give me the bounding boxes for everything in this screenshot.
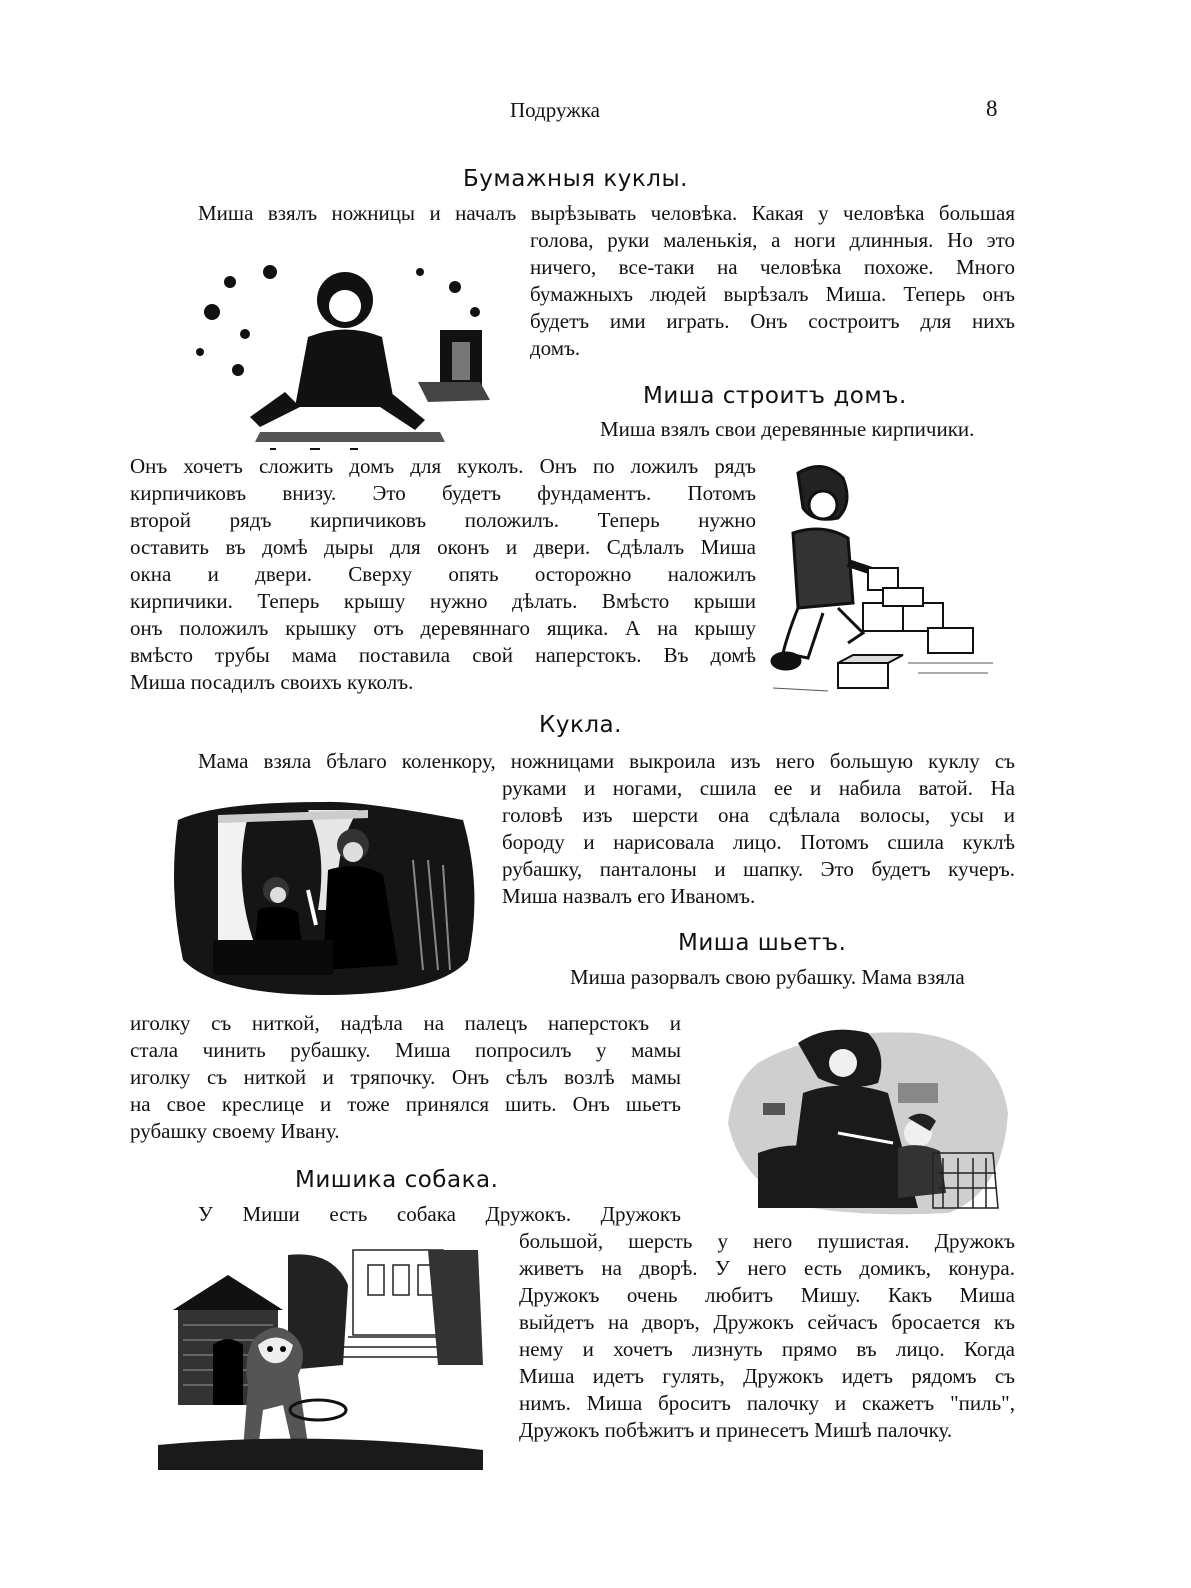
- mother-and-child-at-window-engraving-icon: [158, 790, 488, 1000]
- section-heading-doll: Кукла.: [539, 712, 622, 738]
- running-title: Подружка: [510, 98, 600, 122]
- text-line: иголку съ ниткой, надѣла на палецъ наперстокъ и: [130, 1011, 681, 1035]
- text-line: рубашку, панталоны и шапку. Это будетъ кучеръ.: [502, 857, 1015, 881]
- text-line: домъ.: [530, 336, 581, 360]
- text-line: голова, руки маленькія, а ноги длинныя. Но это: [530, 228, 1015, 252]
- dog-kennel-yard-engraving-icon: [158, 1245, 483, 1470]
- section-heading-paper-dolls: Бумажныя куклы.: [463, 166, 688, 192]
- text-line: нему и хочетъ лизнуть прямо въ лицо. Когда: [519, 1337, 1015, 1361]
- text-line: будетъ ими играть. Онъ состроитъ для нихъ: [530, 309, 1015, 333]
- section-heading-misha-builds-house: Миша строитъ домъ.: [643, 383, 907, 409]
- boy-building-blocks-engraving-icon: [768, 463, 998, 703]
- text-line: ничего, все-таки на человѣка похоже. Много: [530, 255, 1015, 279]
- text-line: Миша назвалъ его Иваномъ.: [502, 884, 756, 908]
- text-line: кирпичики. Теперь крышу нужно дѣлать. Вмѣсто крыши: [130, 589, 756, 613]
- text-line: У Миши есть собака Дружокъ. Дружокъ: [198, 1202, 681, 1226]
- text-line: Миша посадилъ своихъ куколъ.: [130, 670, 414, 694]
- text-line: Миша идетъ гулять, Дружокъ идетъ рядомъ съ: [519, 1364, 1015, 1388]
- text-line: рубашку своему Ивану.: [130, 1119, 340, 1143]
- text-line: Миша взялъ ножницы и началъ вырѣзывать человѣка. Какая у человѣка большая: [198, 201, 1015, 225]
- text-line: Миша разорвалъ свою рубашку. Мама взяла: [570, 965, 965, 989]
- text-line: окна и двери. Сверху опять осторожно наложилъ: [130, 562, 756, 586]
- text-line: нимъ. Миша броситъ палочку и скажетъ "пиль",: [519, 1391, 1015, 1415]
- text-line: бороду и нарисовала лицо. Потомъ сшила куклѣ: [502, 830, 1015, 854]
- text-line: на свое креслице и тоже принялся шить. Онъ шьетъ: [130, 1092, 681, 1116]
- text-line: иголку съ ниткой и тряпочку. Онъ сѣлъ возлѣ мамы: [130, 1065, 681, 1089]
- text-line: Дружокъ очень любитъ Мишу. Какъ Миша: [519, 1283, 1015, 1307]
- page-number: 8: [986, 96, 998, 121]
- section-heading-mishas-dog: Мишика собака.: [295, 1167, 499, 1193]
- mother-sewing-with-child-engraving-icon: [718, 1023, 1013, 1218]
- text-line: головѣ изъ шерсти она сдѣлала волосы, усы и: [502, 803, 1015, 827]
- text-line: Мама взяла бѣлаго коленкору, ножницами выкроила изъ него большую куклу съ: [198, 749, 1015, 773]
- text-line: Онъ хочетъ сложить домъ для куколъ. Онъ по ложилъ рядъ: [130, 454, 756, 478]
- text-line: Миша взялъ свои деревянные кирпичики.: [600, 417, 975, 441]
- text-line: вмѣсто трубы мама поставила свой наперстокъ. Въ домѣ: [130, 643, 756, 667]
- text-line: большой, шерсть у него пушистая. Дружокъ: [519, 1229, 1015, 1253]
- text-line: живетъ на дворѣ. У него есть домикъ, конура.: [519, 1256, 1015, 1280]
- text-line: Дружокъ побѣжитъ и принесетъ Мишѣ палочку.: [519, 1418, 953, 1442]
- text-line: бумажныхъ людей вырѣзалъ Миша. Теперь онъ: [530, 282, 1015, 306]
- text-line: онъ положилъ крышку отъ деревяннаго ящика. А на крышу: [130, 616, 756, 640]
- text-line: второй рядъ кирпичиковъ положилъ. Теперь нужно: [130, 508, 756, 532]
- child-with-paper-dolls-engraving-icon: [190, 242, 495, 457]
- text-line: руками и ногами, сшила ее и набила ватой. На: [502, 776, 1015, 800]
- section-heading-misha-sews: Миша шьетъ.: [678, 930, 847, 956]
- text-line: стала чинить рубашку. Миша попросилъ у мамы: [130, 1038, 681, 1062]
- text-line: выйдетъ на дворъ, Дружокъ сейчасъ бросается къ: [519, 1310, 1015, 1334]
- text-line: кирпичиковъ внизу. Это будетъ фундаментъ. Потомъ: [130, 481, 756, 505]
- text-line: оставить въ домѣ дыры для оконъ и двери. Сдѣлалъ Миша: [130, 535, 756, 559]
